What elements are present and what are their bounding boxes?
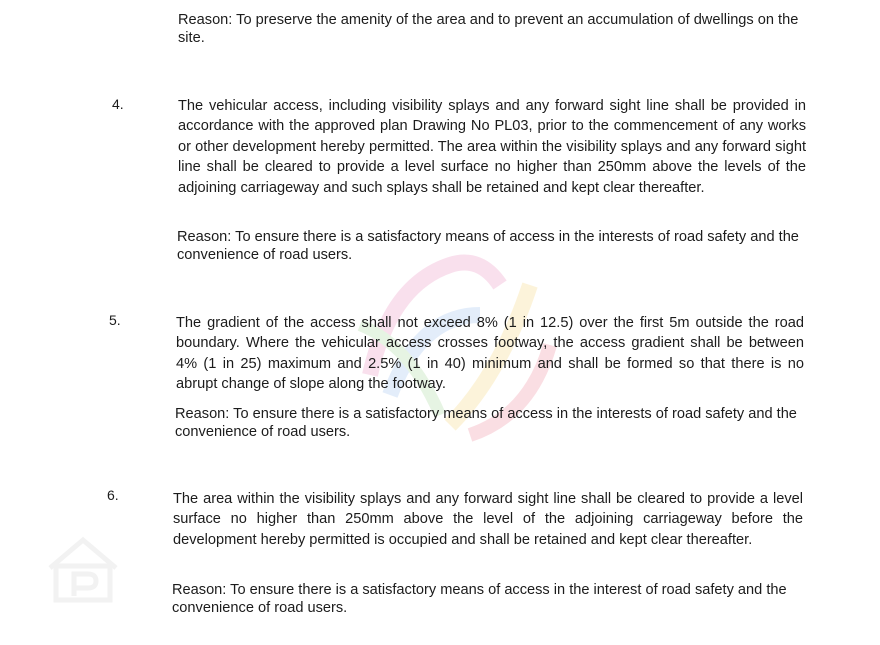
condition-5-reason: Reason: To ensure there is a satisfactory means of access in the interests of road safety and the convenience of road users. xyxy=(175,406,797,440)
condition-6-reason: Reason: To ensure there is a satisfactory means of access in the interest of road safety and the convenience of road users. xyxy=(172,582,787,616)
condition-5-number: 5. xyxy=(109,312,121,328)
top-reason-text: Reason: To preserve the amenity of the area and to prevent an accumulation of dwellings on the site. xyxy=(178,12,799,46)
property-logo-icon xyxy=(44,534,122,604)
condition-4-text: The vehicular access, including visibility splays and any forward sight line shall be provided in accordance with the approved plan Drawing No PL03, prior to the commencement of any works or other development hereby permitted. The area within the visibility splays and any forward sight line shall be cleared to provide a level surface no higher than 250mm above the levels of the adjoining carriageway and such splays shall be retained and kept clear thereafter. xyxy=(178,98,806,196)
condition-4-number: 4. xyxy=(112,96,124,112)
condition-6-text: The area within the visibility splays and any forward sight line shall be cleared to provide a level surface no higher than 250mm above the level of the adjoining carriageway before the development hereby permitted is occupied and shall be retained and kept clear thereafter. xyxy=(173,491,803,548)
condition-5-text: The gradient of the access shall not exceed 8% (1 in 12.5) over the first 5m outside the road boundary. Where the vehicular access crosses footway, the access gradient shall be between 4% (1 in 25) maximum and 2.5% (1 in 40) minimum and shall be formed so that there is no abrupt change of slope along the footway. xyxy=(176,315,804,393)
condition-6-number: 6. xyxy=(107,487,119,503)
condition-4-reason: Reason: To ensure there is a satisfactory means of access in the interests of road safety and the convenience of road users. xyxy=(177,229,799,263)
